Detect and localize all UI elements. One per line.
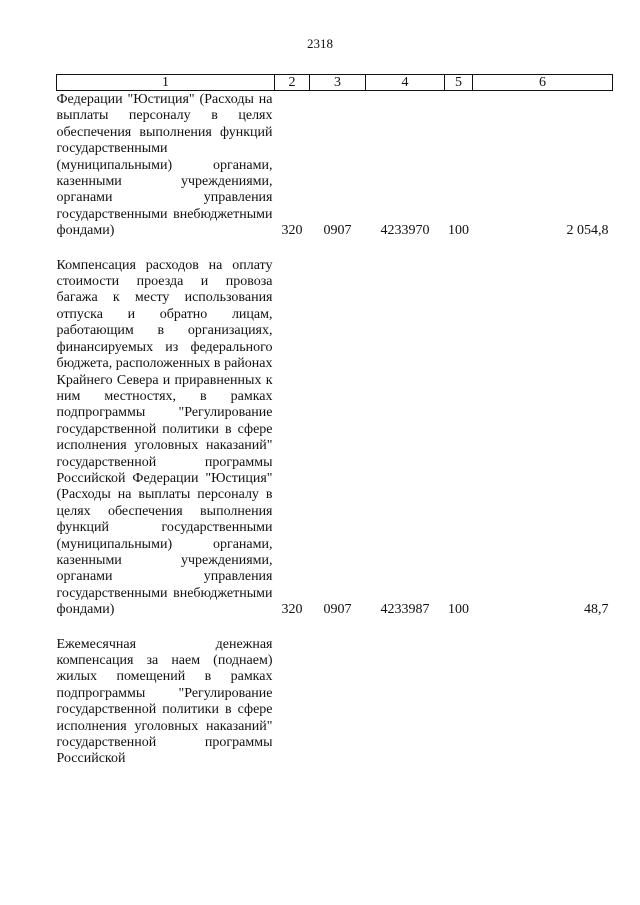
row-description: Ежемесячная денежная компенсация за наем (поднаем) жилых помещений в рамках подпрограммы "Регулирование государственной политики в сфере исполнения уголовных наказаний" государственной программы Российской [56,636,273,767]
row-code-4: 4233987 [380,602,430,618]
table-row [57,637,613,768]
row-code-3 [310,637,366,768]
row-amount: 48,7 [584,602,609,618]
row-amount: 2 054,8 [566,223,609,239]
table-header-row [57,75,613,91]
column-header-5: 5 [445,75,473,91]
row-description: Федерации "Юстиция" (Расходы на выплаты персоналу в целях обеспечения выполнения функций государственными (муниципальными) органами, казенными учреждениями, органами управления государственными внебюджетными фондами) [56,92,273,239]
row-amount [473,637,613,768]
row-code-5: 100 [448,602,469,618]
row-code-3: 0907 [323,602,352,618]
row-description: Компенсация расходов на оплату стоимости проезда и провоза багажа к месту использования отпуска и обратно лицам, работающим в организациях, финансируемых из федерального бюджета, расположенных в районах Крайнего Севера и приравненных к ним местностях, в рамках подпрограммы "Регулирование государственной политики в сфере исполнения уголовных наказаний" государственной программы Российской Федерации "Юстиция" (Расходы на выплаты персоналу в целях обеспечения выполнения функций государственными (муниципальными) органами, казенными учреждениями, органами управления государственными внебюджетными фондами) [56,257,273,618]
table-row [57,258,613,619]
row-code-2: 320 [281,223,303,239]
column-header-6: 6 [473,75,613,91]
row-code-5: 100 [448,223,469,239]
table-row [57,91,613,240]
column-header-4: 4 [366,75,445,91]
page-number: 2318 [307,36,333,51]
column-header-2: 2 [275,75,310,91]
row-code-2 [275,637,310,768]
row-code-3: 0907 [323,223,352,239]
row-code-4 [366,637,445,768]
column-header-3: 3 [310,75,366,91]
row-code-4: 4233970 [380,223,430,239]
row-code-5 [445,637,473,768]
row-code-2: 320 [281,602,303,618]
column-header-1: 1 [57,75,275,91]
budget-table [56,74,613,768]
row-spacer [57,240,613,258]
row-spacer [57,619,613,637]
